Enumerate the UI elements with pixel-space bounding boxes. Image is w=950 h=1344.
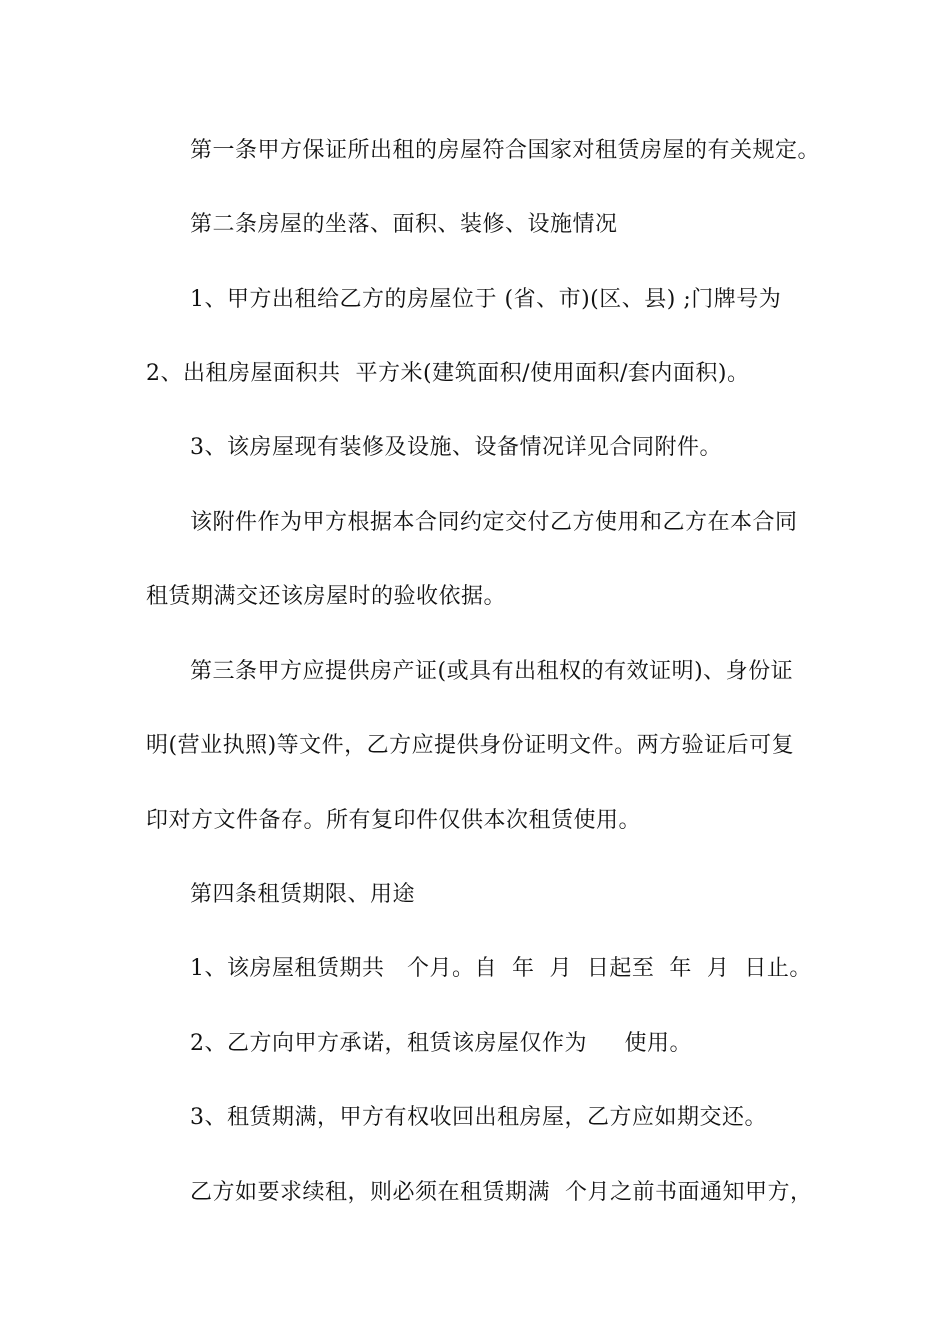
clause-3-line-1: 第三条甲方应提供房产证(或具有出租权的有效证明)、身份证 [190, 659, 794, 684]
renewal-paragraph-line-1: 乙方如要求续租，则必须在租赁期满 个月之前书面通知甲方， [190, 1180, 813, 1205]
attachment-paragraph-line-1: 该附件作为甲方根据本合同约定交付乙方使用和乙方在本合同 [190, 510, 798, 535]
clause-2-item-3: 3、该房屋现有装修及设施、设备情况详见合同附件。 [190, 435, 722, 460]
clause-4-item-1: 1、该房屋租赁期共 个月。自 年 月 日起至 年 月 日止。 [190, 956, 812, 981]
attachment-paragraph-line-2: 租赁期满交还该房屋时的验收依据。 [146, 584, 507, 609]
clause-2-item-2: 2、出租房屋面积共 平方米(建筑面积/使用面积/套内面积)。 [146, 361, 750, 386]
clause-3-line-3: 印对方文件备存。所有复印件仅供本次租赁使用。 [146, 808, 642, 833]
clause-3-line-2: 明(营业执照)等文件，乙方应提供身份证明文件。两方验证后可复 [146, 733, 795, 758]
clause-2-item-1: 1、甲方出租给乙方的房屋位于 (省、市)(区、县) ;门牌号为 [190, 287, 782, 312]
clause-4-item-2: 2、乙方向甲方承诺，租赁该房屋仅作为 使用。 [190, 1031, 692, 1056]
clause-1-text: 第一条甲方保证所出租的房屋符合国家对租赁房屋的有关规定。 [190, 138, 821, 163]
clause-4-item-3: 3、租赁期满，甲方有权收回出租房屋，乙方应如期交还。 [190, 1105, 767, 1130]
clause-2-heading: 第二条房屋的坐落、面积、装修、设施情况 [190, 212, 618, 237]
clause-4-heading: 第四条租赁期限、用途 [190, 882, 416, 907]
